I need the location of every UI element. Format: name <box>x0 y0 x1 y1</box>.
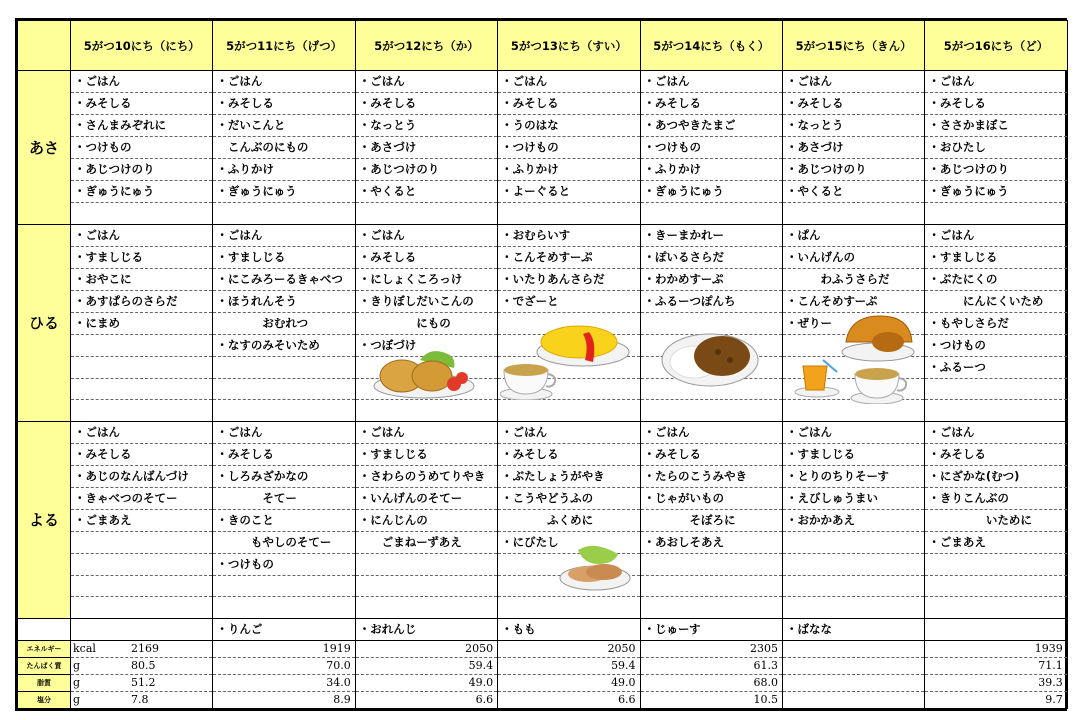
meal-label-hiru: ひる <box>18 224 71 421</box>
nutrition-cell <box>213 640 355 657</box>
menu-item: ・つぼづけ <box>355 334 497 356</box>
menu-item: ・きゃべつのそてー <box>71 487 213 509</box>
menu-item: ・みそしる <box>71 93 213 115</box>
nutrition-value: 59.4 <box>611 658 636 672</box>
menu-item: ・にびたし <box>498 531 640 553</box>
menu-item: ・でざーと <box>498 290 640 312</box>
menu-item: ・みそしる <box>498 93 640 115</box>
menu-item <box>213 356 355 378</box>
nutrition-value: 71.1 <box>1038 658 1063 672</box>
nutrition-cell <box>925 691 1067 708</box>
day-header: 5がつ16にち（ど） <box>925 21 1067 71</box>
menu-item: ・みそしる <box>498 443 640 465</box>
nutrition-value: 9.7 <box>1045 692 1063 706</box>
menu-item <box>782 553 924 575</box>
menu-item: ・あさづけ <box>355 137 497 159</box>
menu-item: おむれつ <box>213 312 355 334</box>
menu-item: ・すましじる <box>71 246 213 268</box>
dessert-item <box>71 618 213 640</box>
menu-item: ・みそしる <box>355 246 497 268</box>
nutrition-value: 49.0 <box>611 675 636 689</box>
menu-item: ・なっとう <box>782 115 924 137</box>
menu-item: ・みそしる <box>71 443 213 465</box>
nutrition-value: 7.8 <box>131 692 149 706</box>
menu-item: ・ごはん <box>355 224 497 246</box>
menu-item <box>925 553 1067 575</box>
menu-item: にんにくいため <box>925 290 1067 312</box>
menu-item: ・やくると <box>355 181 497 203</box>
menu-item <box>355 400 497 422</box>
menu-item <box>498 203 640 225</box>
menu-item: ・にこみろーるきゃべつ <box>213 268 355 290</box>
day-header: 5がつ14にち（もく） <box>640 21 782 71</box>
menu-item: ふくめに <box>498 509 640 531</box>
day-header: 5がつ15にち（きん） <box>782 21 924 71</box>
menu-item: ・ふりかけ <box>213 159 355 181</box>
menu-item: ・ぱん <box>782 224 924 246</box>
nutrition-cell <box>71 691 213 708</box>
menu-item: ・すましじる <box>355 443 497 465</box>
meal-label-yoru: よる <box>18 421 71 618</box>
menu-item: ・あじつけのり <box>925 159 1067 181</box>
nutrition-value: 80.5 <box>131 658 156 672</box>
menu-item: ・にざかな(むつ) <box>925 465 1067 487</box>
nutrition-cell <box>355 657 497 674</box>
nutrition-cell <box>213 691 355 708</box>
menu-item <box>925 597 1067 619</box>
menu-item <box>640 553 782 575</box>
nutrition-cell <box>213 674 355 691</box>
nutrition-label: たんぱく質 <box>18 657 71 674</box>
menu-item: ・あじつけのり <box>71 159 213 181</box>
nutrition-cell <box>71 640 213 657</box>
menu-item: ・ごはん <box>213 224 355 246</box>
menu-item: ・ぎゅうにゅう <box>213 181 355 203</box>
nutrition-cell <box>782 640 924 657</box>
menu-item: ・うのはな <box>498 115 640 137</box>
menu-item <box>213 575 355 597</box>
nutrition-unit: g <box>73 692 81 706</box>
nutrition-unit: g <box>73 675 81 689</box>
menu-item <box>782 597 924 619</box>
menu-item: ・こうやどうふの <box>498 487 640 509</box>
nutrition-label: エネルギー <box>18 640 71 657</box>
menu-item <box>71 597 213 619</box>
menu-item: ・ぎゅうにゅう <box>925 181 1067 203</box>
menu-item: ・ごはん <box>71 421 213 443</box>
menu-item: ・にまめ <box>71 312 213 334</box>
nutrition-cell <box>640 691 782 708</box>
menu-item <box>498 400 640 422</box>
menu-item <box>71 203 213 225</box>
menu-item: ・あじつけのり <box>355 159 497 181</box>
nutrition-value: 6.6 <box>618 692 636 706</box>
menu-item: ・つけもの <box>213 553 355 575</box>
menu-item <box>71 553 213 575</box>
dessert-item: ・じゅーす <box>640 618 782 640</box>
nutrition-label: 脂質 <box>18 674 71 691</box>
menu-item: ・じゃがいもの <box>640 487 782 509</box>
menu-item <box>213 597 355 619</box>
menu-item <box>71 378 213 400</box>
menu-item <box>355 203 497 225</box>
nutrition-value: 2305 <box>749 641 778 655</box>
menu-item: ・ごはん <box>355 421 497 443</box>
menu-item: ・すましじる <box>925 246 1067 268</box>
dessert-label <box>18 618 71 640</box>
nutrition-value: 2050 <box>465 641 494 655</box>
menu-item: ・いんげんのそてー <box>355 487 497 509</box>
menu-item: ・みそしる <box>213 443 355 465</box>
menu-item: ・おかかあえ <box>782 509 924 531</box>
menu-item: ・えびしゅうまい <box>782 487 924 509</box>
menu-item: ・ごはん <box>640 71 782 93</box>
nutrition-label: 塩分 <box>18 691 71 708</box>
day-header: 5がつ12にち（か） <box>355 21 497 71</box>
menu-item: ・あつやきたまご <box>640 115 782 137</box>
dessert-item: ・もも <box>498 618 640 640</box>
menu-item: ・あじのなんばんづけ <box>71 465 213 487</box>
menu-item: ・みそしる <box>640 443 782 465</box>
menu-item: ・みそしる <box>925 93 1067 115</box>
menu-item: ・さんまみぞれに <box>71 115 213 137</box>
soup-cup-icon <box>500 358 560 400</box>
menu-item: ・ぎゅうにゅう <box>71 181 213 203</box>
menu-item: ・こんそめすーぷ <box>498 246 640 268</box>
nutrition-cell <box>355 674 497 691</box>
menu-item: ・ごはん <box>782 71 924 93</box>
menu-item: ・もやしさらだ <box>925 312 1067 334</box>
nutrition-cell <box>925 674 1067 691</box>
menu-item: ・ごはん <box>213 421 355 443</box>
menu-item: ・ぶたにくの <box>925 268 1067 290</box>
menu-item: そぼろに <box>640 509 782 531</box>
menu-item <box>71 575 213 597</box>
menu-item: ・すましじる <box>782 443 924 465</box>
menu-item: ・いたりあんさらだ <box>498 268 640 290</box>
menu-item: ・ごはん <box>925 421 1067 443</box>
nutrition-cell <box>925 640 1067 657</box>
menu-item: ・ごまあえ <box>71 509 213 531</box>
menu-item: ・きのこと <box>213 509 355 531</box>
menu-item: ・つけもの <box>640 137 782 159</box>
menu-item: ・よーぐると <box>498 181 640 203</box>
menu-item: ・なすのみそいため <box>213 334 355 356</box>
menu-item: ・きりこんぶの <box>925 487 1067 509</box>
nutrition-value: 68.0 <box>753 675 778 689</box>
menu-item: にもの <box>355 312 497 334</box>
keema-curry-icon <box>660 320 760 390</box>
jelly-cup-icon <box>793 356 843 398</box>
day-header: 5がつ11にち（げつ） <box>213 21 355 71</box>
menu-item: ・ぽいるさらだ <box>640 246 782 268</box>
nutrition-value: 6.6 <box>475 692 494 706</box>
menu-item <box>640 203 782 225</box>
menu-item <box>782 203 924 225</box>
day-header: 5がつ13にち（すい） <box>498 21 640 71</box>
menu-item: ・あじつけのり <box>782 159 924 181</box>
menu-item: そてー <box>213 487 355 509</box>
menu-item: ・ぶたしょうがやき <box>498 465 640 487</box>
menu-item: ・みそしる <box>355 93 497 115</box>
nutrition-value: 1939 <box>1034 641 1063 655</box>
menu-item <box>782 575 924 597</box>
menu-item: ・ぎゅうにゅう <box>640 181 782 203</box>
menu-item: ・ほうれんそう <box>213 290 355 312</box>
dessert-item: ・おれんじ <box>355 618 497 640</box>
menu-item <box>498 597 640 619</box>
menu-item <box>640 597 782 619</box>
nutrition-cell <box>498 674 640 691</box>
nutrition-value: 59.4 <box>468 658 494 672</box>
menu-item <box>782 531 924 553</box>
dessert-item: ・りんご <box>213 618 355 640</box>
meal-label-asa: あさ <box>18 71 71 225</box>
menu-item: ・あすぱらのさらだ <box>71 290 213 312</box>
menu-item: ・ぜりー <box>782 312 924 334</box>
nutrition-value: 1919 <box>322 641 351 655</box>
menu-item <box>213 400 355 422</box>
menu-item: ・ふるーつぽんち <box>640 290 782 312</box>
nutrition-cell <box>782 674 924 691</box>
nutrition-cell <box>71 674 213 691</box>
menu-item: ・ふるーつ <box>925 356 1067 378</box>
corner-cell <box>18 21 71 71</box>
menu-item: ・あさづけ <box>782 137 924 159</box>
menu-item: いために <box>925 509 1067 531</box>
menu-item: ・きりぼしだいこんの <box>355 290 497 312</box>
menu-item: ・たらのこうみやき <box>640 465 782 487</box>
menu-item: ・ごはん <box>640 421 782 443</box>
nutrition-value: 8.9 <box>333 692 351 706</box>
menu-item: ・だいこんと <box>213 115 355 137</box>
menu-item: ・おむらいす <box>498 224 640 246</box>
menu-item: ・おひたし <box>925 137 1067 159</box>
nutrition-value: 2050 <box>607 641 636 655</box>
bread-plate-icon <box>840 312 916 362</box>
menu-item: ・いんげんの <box>782 246 924 268</box>
menu-item: ・ごはん <box>498 71 640 93</box>
menu-item: ・やくると <box>782 181 924 203</box>
menu-item: ・きーまかれー <box>640 224 782 246</box>
menu-item: ・ごまあえ <box>925 531 1067 553</box>
menu-item <box>71 334 213 356</box>
menu-item: ・みそしる <box>782 93 924 115</box>
menu-item <box>71 531 213 553</box>
menu-item <box>925 203 1067 225</box>
menu-item: ・しろみざかなの <box>213 465 355 487</box>
menu-item: ・ごはん <box>782 421 924 443</box>
menu-item: ・にんじんの <box>355 509 497 531</box>
menu-item: ・ごはん <box>71 224 213 246</box>
menu-item: こんぶのにもの <box>213 137 355 159</box>
nutrition-cell <box>782 691 924 708</box>
ginger-pork-plate-icon <box>558 540 632 592</box>
nutrition-cell <box>640 657 782 674</box>
nutrition-cell <box>498 657 640 674</box>
nutrition-cell <box>498 691 640 708</box>
nutrition-value: 49.0 <box>468 675 494 689</box>
nutrition-cell <box>782 657 924 674</box>
menu-item <box>71 400 213 422</box>
nutrition-cell <box>925 657 1067 674</box>
nutrition-cell <box>640 640 782 657</box>
nutrition-cell <box>640 674 782 691</box>
menu-item: ・みそしる <box>925 443 1067 465</box>
nutrition-cell <box>355 691 497 708</box>
menu-item: ・なっとう <box>355 115 497 137</box>
nutrition-value: 2169 <box>131 641 159 655</box>
menu-item: ・つけもの <box>925 334 1067 356</box>
menu-item: ・ささかまぼこ <box>925 115 1067 137</box>
menu-item <box>640 400 782 422</box>
menu-item: ・つけもの <box>498 137 640 159</box>
menu-item: ・こんそめすーぷ <box>782 290 924 312</box>
menu-item: ・ふりかけ <box>498 159 640 181</box>
menu-item: ・にしょくころっけ <box>355 268 497 290</box>
menu-item: ・ふりかけ <box>640 159 782 181</box>
nutrition-unit: g <box>73 658 81 672</box>
nutrition-value: 34.0 <box>326 675 351 689</box>
nutrition-value: 39.3 <box>1038 675 1063 689</box>
menu-item <box>925 400 1067 422</box>
nutrition-unit: kcal <box>73 641 96 655</box>
menu-item <box>355 553 497 575</box>
menu-item: ・ごはん <box>925 224 1067 246</box>
croquette-plate-icon <box>372 346 476 400</box>
dessert-item <box>925 618 1067 640</box>
menu-item: ・みそしる <box>213 93 355 115</box>
menu-item <box>71 356 213 378</box>
menu-item: ・ごはん <box>498 421 640 443</box>
soup-cup-icon <box>850 362 912 404</box>
day-header: 5がつ10にち（にち） <box>71 21 213 71</box>
menu-item <box>355 597 497 619</box>
nutrition-value: 10.5 <box>753 692 778 706</box>
menu-item <box>640 575 782 597</box>
nutrition-value: 51.2 <box>131 675 156 689</box>
nutrition-cell <box>355 640 497 657</box>
nutrition-value: 61.3 <box>753 658 778 672</box>
nutrition-cell <box>498 640 640 657</box>
menu-item: ごまねーずあえ <box>355 531 497 553</box>
menu-item: ・みそしる <box>640 93 782 115</box>
nutrition-cell <box>71 657 213 674</box>
menu-item: ・すましじる <box>213 246 355 268</box>
menu-item <box>213 203 355 225</box>
menu-item <box>213 378 355 400</box>
menu-item: ・ごはん <box>355 71 497 93</box>
menu-item: ・ごはん <box>71 71 213 93</box>
nutrition-cell <box>213 657 355 674</box>
nutrition-value: 70.0 <box>326 658 351 672</box>
menu-item: ・さわらのうめてりやき <box>355 465 497 487</box>
menu-item: ・ごはん <box>925 71 1067 93</box>
menu-item: ・とりのちりそーす <box>782 465 924 487</box>
dessert-item: ・ばなな <box>782 618 924 640</box>
menu-item: わふうさらだ <box>782 268 924 290</box>
menu-item: ・わかめすーぷ <box>640 268 782 290</box>
menu-item <box>925 378 1067 400</box>
menu-item <box>925 575 1067 597</box>
menu-item: ・おやこに <box>71 268 213 290</box>
menu-item: ・あおしそあえ <box>640 531 782 553</box>
menu-item: ・ごはん <box>213 71 355 93</box>
menu-item: もやしのそてー <box>213 531 355 553</box>
menu-item: ・つけもの <box>71 137 213 159</box>
menu-item <box>355 575 497 597</box>
